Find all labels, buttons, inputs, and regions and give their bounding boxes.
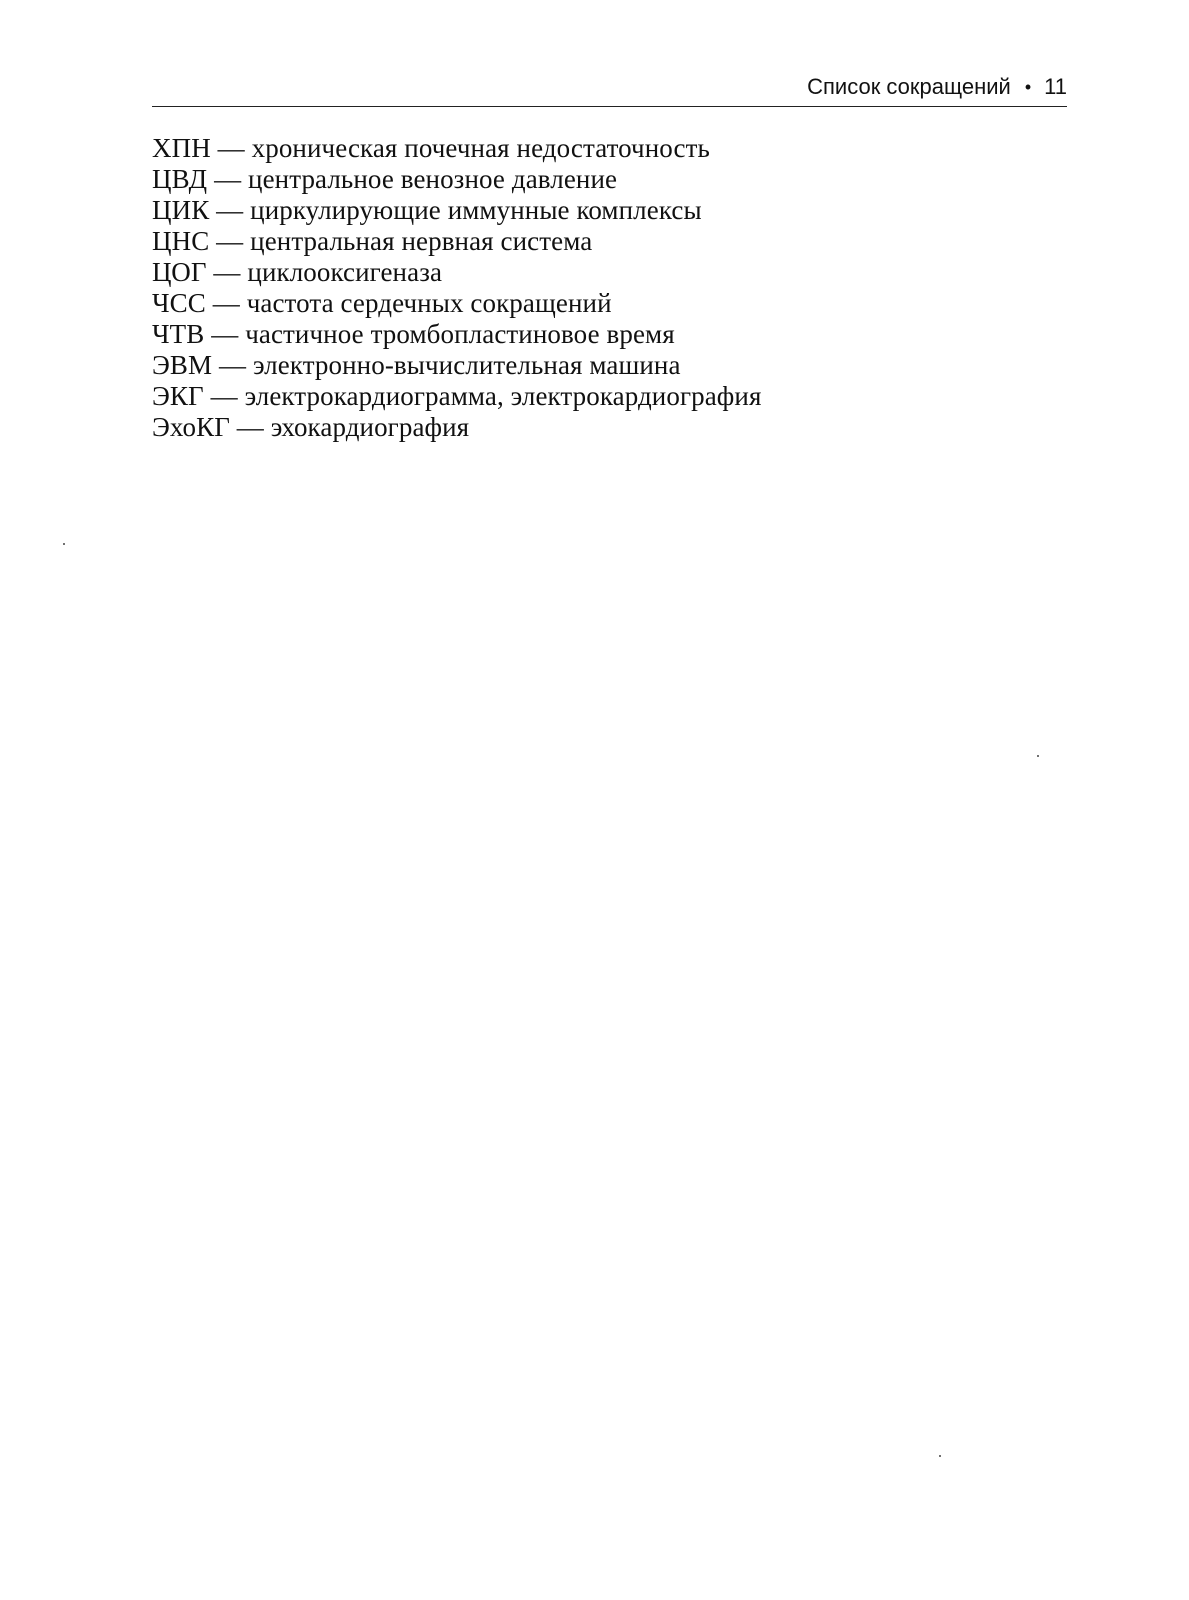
abbreviation-entry [152, 319, 761, 350]
em-dash: — [216, 195, 244, 225]
abbreviation-entry [152, 133, 761, 164]
scan-speck [63, 543, 65, 545]
running-header [152, 68, 1067, 107]
section-title: Список сокращений [807, 74, 1011, 99]
abbreviation-entry [152, 381, 761, 412]
abbreviation: ЧТВ [152, 319, 205, 349]
definition: циркулирующие иммунные комплексы [250, 195, 702, 225]
abbreviation: ЭхоКГ [152, 412, 230, 442]
definition: хроническая почечная недостаточность [251, 133, 710, 163]
definition: эхокардиография [270, 412, 470, 442]
page-number: 11 [1044, 74, 1067, 99]
definition: электронно-вычислительная машина [252, 350, 681, 380]
abbreviation-entry [152, 164, 761, 195]
definition: электрокардиограмма, электрокардиография [244, 381, 762, 411]
em-dash: — [213, 257, 241, 287]
definition: частичное тромбопластиновое время [245, 319, 675, 349]
em-dash: — [236, 412, 264, 442]
definition: центральное венозное давление [248, 164, 618, 194]
abbreviation: ЦИК [152, 195, 210, 225]
abbreviation-entry [152, 412, 761, 443]
em-dash: — [210, 381, 238, 411]
em-dash: — [219, 350, 247, 380]
abbreviation-list [152, 133, 761, 443]
em-dash: — [216, 226, 244, 256]
abbreviation: ЦОГ [152, 257, 207, 287]
abbreviation-entry [152, 257, 761, 288]
abbreviation: ЧСС [152, 288, 206, 318]
abbreviation: ЭКГ [152, 381, 204, 411]
definition: циклооксигеназа [247, 257, 443, 287]
em-dash: — [217, 133, 245, 163]
em-dash: — [211, 319, 239, 349]
em-dash: — [214, 164, 242, 194]
em-dash: — [212, 288, 240, 318]
abbreviation: ЦНС [152, 226, 210, 256]
abbreviation: ЭВМ [152, 350, 213, 380]
abbreviation: ХПН [152, 133, 211, 163]
scan-speck [939, 1455, 941, 1457]
bullet-separator: • [1024, 77, 1032, 97]
definition: центральная нервная система [250, 226, 593, 256]
abbreviation-entry [152, 350, 761, 381]
abbreviation-entry [152, 195, 761, 226]
abbreviation-entry [152, 288, 761, 319]
scan-speck [1037, 755, 1039, 757]
abbreviation: ЦВД [152, 164, 208, 194]
definition: частота сердечных сокращений [246, 288, 612, 318]
abbreviation-entry [152, 226, 761, 257]
